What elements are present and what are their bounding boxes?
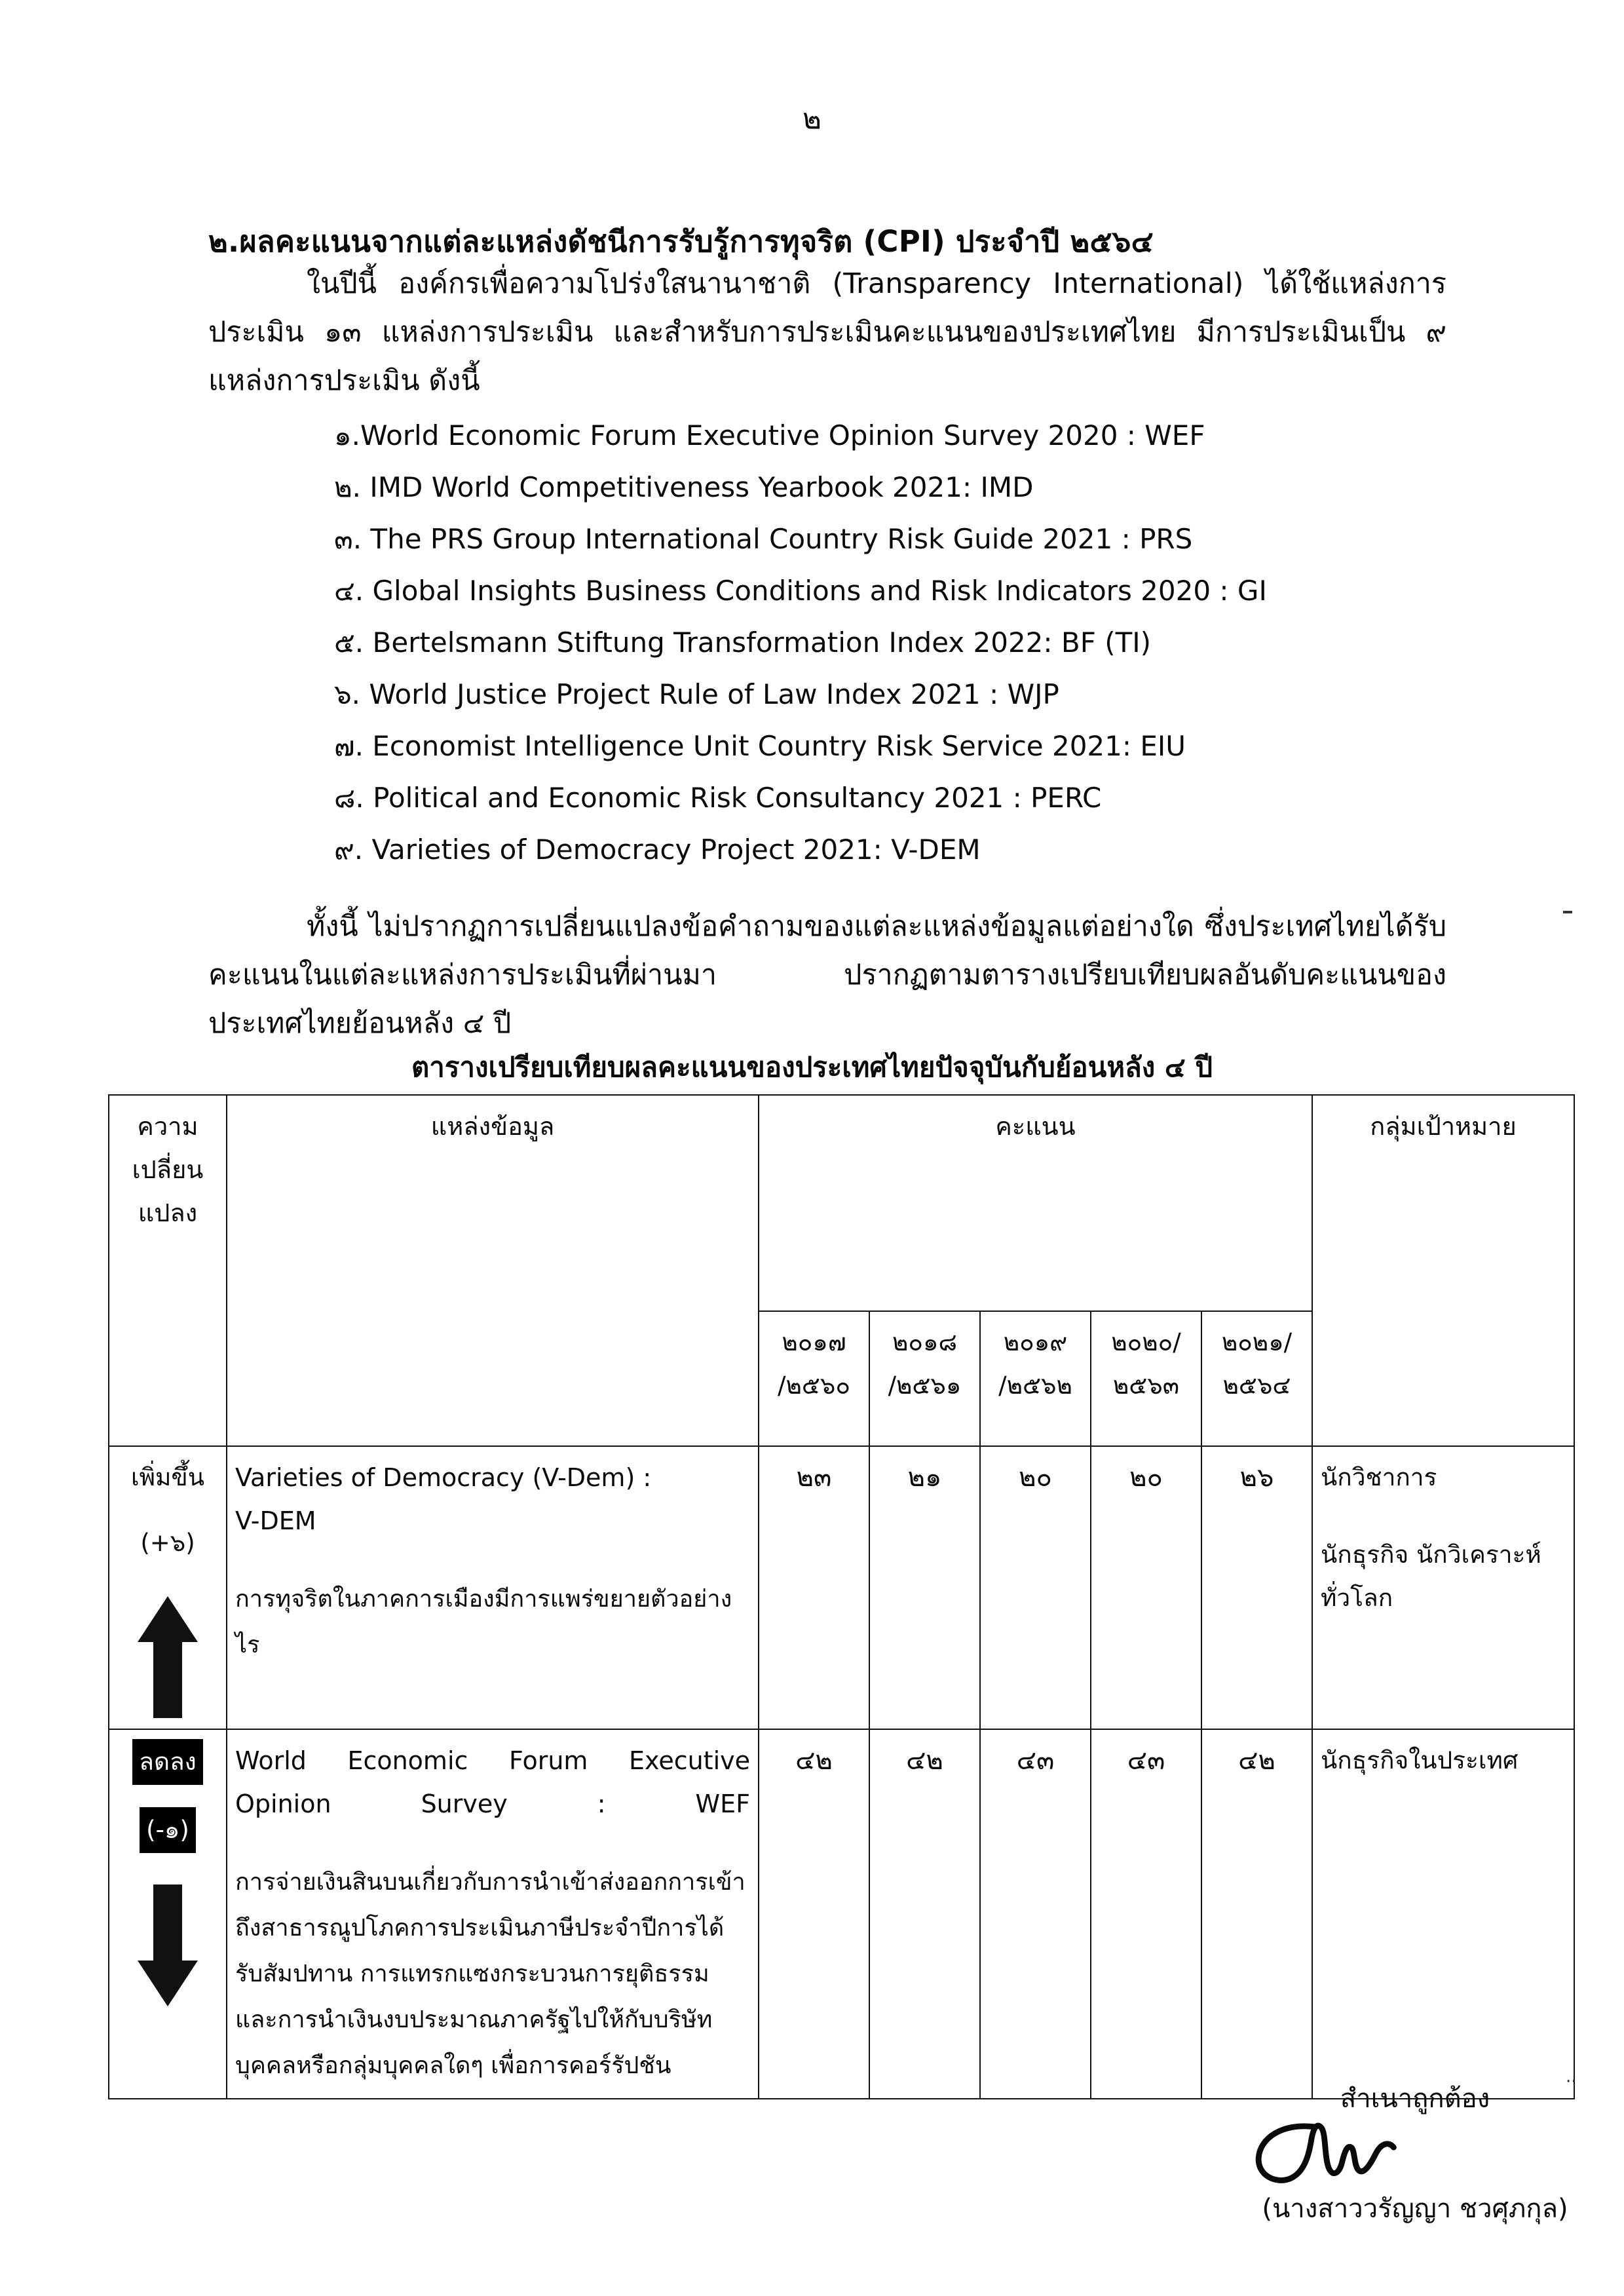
list-item-label: IMD World Competitiveness Yearbook 2021: IMD bbox=[369, 471, 1034, 503]
cell-score-2020: ๒๐ bbox=[1091, 1446, 1201, 1729]
target-group-line2: นักธุรกิจ นักวิเคราะห์ทั่วโลก bbox=[1321, 1540, 1541, 1612]
table-body bbox=[109, 1446, 1574, 2099]
list-item-label: Varieties of Democracy Project 2021: V-DEM bbox=[371, 833, 981, 866]
list-item-number: ๗. bbox=[334, 730, 364, 762]
year-gregorian: ๒๐๑๙ bbox=[1003, 1328, 1068, 1356]
closing-text: ทั้งนี้ ไม่ปรากฏการเปลี่ยนแปลงข้อคำถามของแต่ละแหล่งข้อมูลแต่อย่างใด ซึ่งประเทศไทยได้รับคะแนนในแต่ละแหล่งการประเมินที่ผ่านมา ปรากฏตามตารางเปรียบเทียบผลอันดับคะแนนของประเทศไทยย้อนหลัง ๔ ปี bbox=[208, 910, 1446, 1040]
list-item bbox=[334, 513, 1448, 565]
closing-paragraph bbox=[208, 902, 1446, 1048]
list-item bbox=[334, 461, 1448, 513]
cell-score-2017: ๔๒ bbox=[759, 1729, 869, 2099]
year-gregorian: ๒๐๒๑/ bbox=[1221, 1328, 1293, 1356]
intro-text: ในปีนี้ องค์กรเพื่อความโปร่งใสนานาชาติ (Transparency International) ได้ใช้แหล่งการประเมิน ๑๓ แหล่งการประเมิน และสำหรับการประเมินคะแนนของประเทศไทย มีการประเมินเป็น ๙ แหล่งการประเมิน ดังนี้ bbox=[208, 267, 1446, 397]
scan-artifact-tick bbox=[1563, 911, 1572, 913]
cell-target-group bbox=[1312, 1446, 1574, 1729]
column-header-change bbox=[109, 1095, 227, 1446]
source-description: การทุจริตในภาคการเมืองมีการแพร่ขยายตัวอย่างไร bbox=[235, 1586, 732, 1658]
page-number: ๒ bbox=[802, 102, 821, 136]
column-header-change-line3: แปลง bbox=[138, 1198, 198, 1227]
list-item-number: ๓. bbox=[334, 523, 362, 555]
list-item-number: ๕. bbox=[334, 626, 364, 659]
list-item-number: ๒. bbox=[334, 471, 362, 503]
list-item-label: Global Insights Business Conditions and Risk Indicators 2020 : GI bbox=[372, 575, 1267, 607]
comparison-table bbox=[108, 1094, 1575, 2099]
signature-block bbox=[1232, 2082, 1598, 2225]
target-group-line1: นักวิชาการ bbox=[1321, 1463, 1437, 1491]
list-item-number: ๑. bbox=[334, 419, 361, 451]
list-item bbox=[334, 772, 1448, 824]
column-header-scores: คะแนน bbox=[759, 1095, 1312, 1311]
cell-score-2018: ๔๒ bbox=[869, 1729, 980, 2099]
list-item bbox=[334, 668, 1448, 720]
arrow-down-icon bbox=[136, 1883, 199, 2008]
list-item bbox=[334, 410, 1448, 461]
cell-score-2021: ๒๖ bbox=[1201, 1446, 1312, 1729]
cell-change-indicator bbox=[109, 1729, 227, 2099]
list-item-label: Bertelsmann Stiftung Transformation Index 2022: BF (TI) bbox=[372, 626, 1152, 659]
list-item-number: ๘. bbox=[334, 782, 364, 814]
list-item bbox=[334, 617, 1448, 668]
list-item bbox=[334, 565, 1448, 617]
year-buddhist: /๒๕๖๒ bbox=[998, 1371, 1072, 1400]
handwritten-signature-icon bbox=[1232, 2119, 1425, 2190]
source-title-line2: Opinion Survey : WEF bbox=[235, 1789, 750, 1818]
cell-change-indicator bbox=[109, 1446, 227, 1729]
list-item-label: World Economic Forum Executive Opinion Survey 2020 : WEF bbox=[360, 419, 1205, 451]
cell-target-group bbox=[1312, 1729, 1574, 2099]
signatory-name: (นางสาววรัญญา ชวศุภกุล) bbox=[1262, 2194, 1568, 2224]
cell-score-2021: ๔๒ bbox=[1201, 1729, 1312, 2099]
change-delta: (-๑) bbox=[140, 1807, 196, 1853]
section-heading: ๒.ผลคะแนนจากแต่ละแหล่งดัชนีการรับรู้การทุจริต (CPI) ประจำปี ๒๕๖๔ bbox=[208, 224, 1154, 259]
change-label: เพิ่มขึ้น bbox=[130, 1463, 204, 1491]
cell-source-name bbox=[227, 1729, 759, 2099]
year-buddhist: ๒๕๖๔ bbox=[1222, 1371, 1291, 1400]
table-row bbox=[109, 1729, 1574, 2099]
target-group-line1: นักธุรกิจในประเทศ bbox=[1321, 1746, 1519, 1774]
year-gregorian: ๒๐๑๗ bbox=[782, 1328, 846, 1356]
source-title-line1: World Economic Forum Executive bbox=[235, 1746, 750, 1775]
list-item-label: World Justice Project Rule of Law Index 2021 : WJP bbox=[369, 678, 1059, 710]
table-row bbox=[109, 1446, 1574, 1729]
cell-score-2017: ๒๓ bbox=[759, 1446, 869, 1729]
cell-score-2019: ๔๓ bbox=[980, 1729, 1091, 2099]
table-caption: ตารางเปรียบเทียบผลคะแนนของประเทศไทยปัจจุบันกับย้อนหลัง ๔ ปี bbox=[411, 1051, 1213, 1083]
list-item-number: ๙. bbox=[334, 833, 364, 866]
year-buddhist: ๒๕๖๓ bbox=[1112, 1371, 1180, 1400]
list-item-number: ๔. bbox=[334, 575, 364, 607]
column-header-change-line1: ความ bbox=[137, 1112, 198, 1141]
year-buddhist: /๒๕๖๑ bbox=[888, 1371, 962, 1400]
source-title-line1: Varieties of Democracy (V-Dem) : bbox=[235, 1463, 652, 1492]
cell-score-2020: ๔๓ bbox=[1091, 1729, 1201, 2099]
column-header-change-line2: เปลี่ยน bbox=[132, 1155, 204, 1184]
year-gregorian: ๒๐๑๘ bbox=[892, 1328, 957, 1356]
cell-score-2019: ๒๐ bbox=[980, 1446, 1091, 1729]
change-label: ลดลง bbox=[132, 1739, 202, 1785]
list-item-label: Economist Intelligence Unit Country Risk Service 2021: EIU bbox=[372, 730, 1186, 762]
certified-copy-label: สำเนาถูกต้อง bbox=[1340, 2084, 1490, 2114]
list-item-number: ๖. bbox=[334, 678, 361, 710]
intro-paragraph bbox=[208, 259, 1446, 405]
cell-score-2018: ๒๑ bbox=[869, 1446, 980, 1729]
column-header-source: แหล่งข้อมูล bbox=[227, 1095, 759, 1446]
cell-source-name bbox=[227, 1446, 759, 1729]
column-header-year-2019 bbox=[980, 1311, 1091, 1446]
column-header-year-2018 bbox=[869, 1311, 980, 1446]
list-item-label: The PRS Group International Country Risk Guide 2021 : PRS bbox=[370, 523, 1193, 555]
scan-artifact-mark: ·· bbox=[1566, 2072, 1577, 2092]
source-description: การจ่ายเงินสินบนเกี่ยวกับการนำเข้าส่งออกการเข้าถึงสาธารณูปโภคการประเมินภาษีประจำปีการได้รับสัมปทาน การแทรกแซงกระบวนการยุติธรรม และการนำเงินงบประมาณภาครัฐไปให้กับบริษัทบุคคลหรือกลุ่มบุคคลใดๆ เพื่อการคอร์รัปชัน bbox=[235, 1869, 746, 2079]
list-item-label: Political and Economic Risk Consultancy 2021 : PERC bbox=[373, 782, 1102, 814]
source-title-line2: V-DEM bbox=[235, 1506, 316, 1535]
column-header-year-2017 bbox=[759, 1311, 869, 1446]
list-item bbox=[334, 720, 1448, 772]
list-item bbox=[334, 824, 1448, 875]
year-gregorian: ๒๐๒๐/ bbox=[1111, 1328, 1181, 1356]
arrow-up-icon bbox=[136, 1595, 199, 1719]
column-header-target: กลุ่มเป้าหมาย bbox=[1312, 1095, 1574, 1446]
column-header-year-2021 bbox=[1201, 1311, 1312, 1446]
table-header-row-1 bbox=[109, 1095, 1574, 1311]
change-delta: (+๖) bbox=[140, 1529, 195, 1557]
table-head bbox=[109, 1095, 1574, 1446]
source-list bbox=[334, 410, 1448, 875]
year-buddhist: /๒๕๖๐ bbox=[778, 1371, 850, 1400]
column-header-year-2020 bbox=[1091, 1311, 1201, 1446]
